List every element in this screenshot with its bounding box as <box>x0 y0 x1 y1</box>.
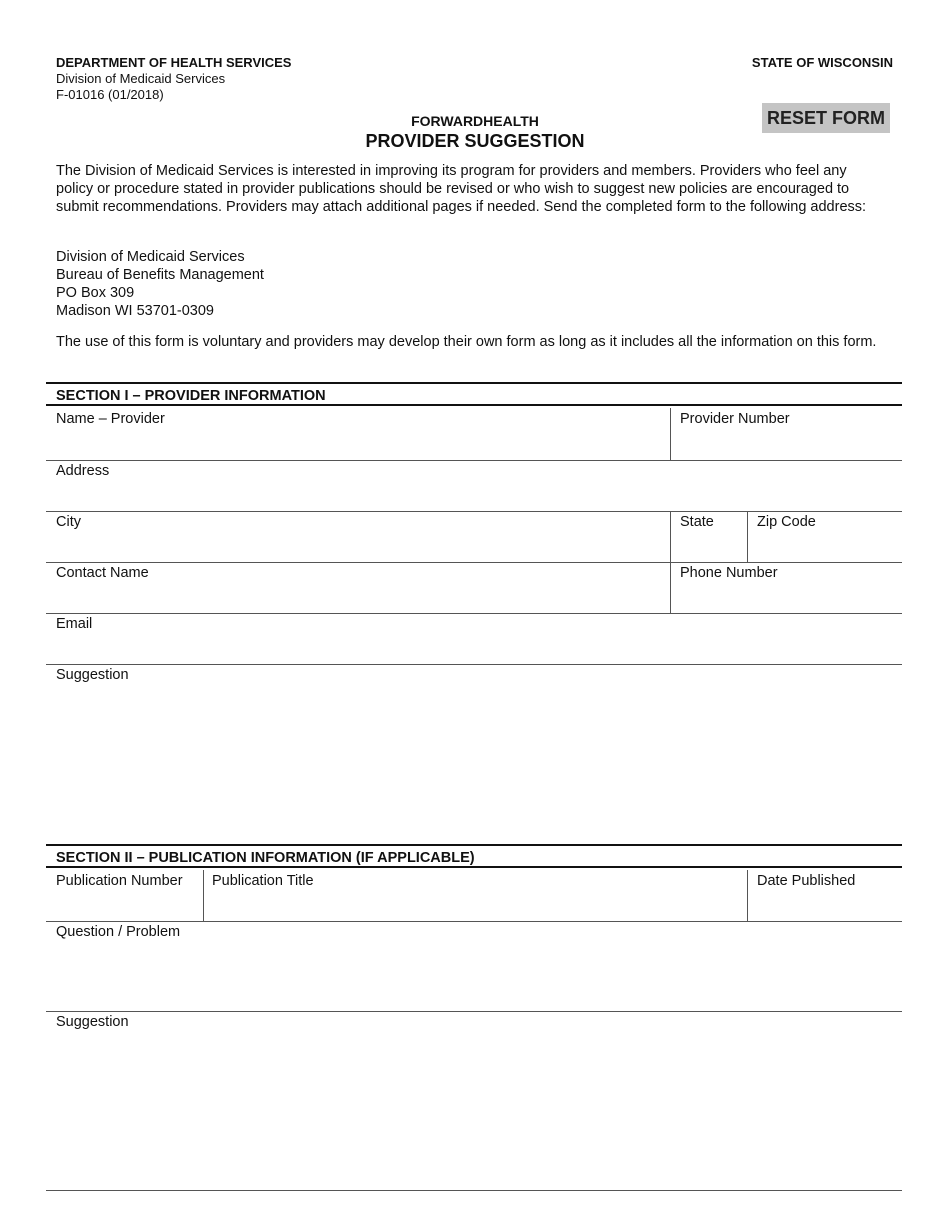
divider <box>670 408 671 461</box>
divider <box>747 870 748 921</box>
city-input[interactable] <box>56 535 661 557</box>
intro-paragraph: The Division of Medicaid Services is interested in improving its program for providers and members. Providers who feel any policy or procedure stated in provider publications should be revised or who wish to suggest new policies are encouraged to submit recommendations. Providers may attach additional pages if needed. Send the completed form to the following address: <box>56 163 867 215</box>
suggestion-label: Suggestion <box>56 1014 129 1030</box>
contact-name-input[interactable] <box>56 586 661 608</box>
divider <box>747 511 748 562</box>
name-provider-input[interactable] <box>56 432 661 454</box>
state-name: STATE OF WISCONSIN <box>751 55 893 70</box>
publication-suggestion-textarea[interactable] <box>56 1035 891 1183</box>
state-input[interactable] <box>680 535 740 557</box>
divider <box>670 511 671 562</box>
zip-code-label: Zip Code <box>757 514 816 530</box>
email-input[interactable] <box>56 637 891 659</box>
publication-title-label: Publication Title <box>212 873 314 889</box>
city-label: City <box>56 514 81 530</box>
reset-form-button[interactable]: RESET FORM <box>762 103 890 133</box>
divider <box>46 1190 902 1191</box>
address-line: Bureau of Benefits Management <box>56 267 264 283</box>
divider <box>46 613 902 614</box>
question-problem-textarea[interactable] <box>56 945 891 1005</box>
voluntary-notice: The use of this form is voluntary and providers may develop their own form as long as it includes all the information on this form. <box>56 334 877 350</box>
name-provider-label: Name – Provider <box>56 411 165 427</box>
date-published-label: Date Published <box>757 873 856 889</box>
phone-number-input[interactable] <box>680 586 895 608</box>
zip-code-input[interactable] <box>757 535 895 557</box>
divider <box>46 562 902 563</box>
divider <box>46 921 902 922</box>
address-line: PO Box 309 <box>56 285 135 301</box>
state-label: State <box>680 514 714 530</box>
divider <box>46 664 902 665</box>
provider-number-label: Provider Number <box>680 411 790 427</box>
section2-header: SECTION II – PUBLICATION INFORMATION (IF APPLICABLE) <box>46 844 902 868</box>
divider <box>46 460 902 461</box>
publication-number-input[interactable] <box>56 894 196 916</box>
form-program-title: FORWARDHEALTH <box>411 113 539 129</box>
form-id: F-01016 (01/2018) <box>56 87 164 102</box>
address-input[interactable] <box>56 484 891 506</box>
address-label: Address <box>56 463 110 479</box>
divider <box>203 870 204 921</box>
division-name: Division of Medicaid Services <box>56 71 226 86</box>
section1-header: SECTION I – PROVIDER INFORMATION <box>46 382 902 406</box>
mailing-address <box>56 248 886 320</box>
address-line: Division of Medicaid Services <box>56 249 245 265</box>
publication-number-label: Publication Number <box>56 873 183 889</box>
publication-title-input[interactable] <box>212 894 740 916</box>
date-published-input[interactable] <box>757 894 895 916</box>
question-problem-label: Question / Problem <box>56 924 181 940</box>
department-name: DEPARTMENT OF HEALTH SERVICES <box>56 55 292 70</box>
contact-name-label: Contact Name <box>56 565 149 581</box>
suggestion-label: Suggestion <box>56 667 129 683</box>
divider <box>670 562 671 613</box>
phone-number-label: Phone Number <box>680 565 778 581</box>
divider <box>46 511 902 512</box>
suggestion-textarea[interactable] <box>56 688 891 836</box>
header-left <box>56 55 291 103</box>
page-title: PROVIDER SUGGESTION <box>365 131 585 151</box>
email-label: Email <box>56 616 93 632</box>
address-line: Madison WI 53701-0309 <box>56 303 214 319</box>
provider-number-input[interactable] <box>680 432 895 454</box>
divider <box>46 1011 902 1012</box>
